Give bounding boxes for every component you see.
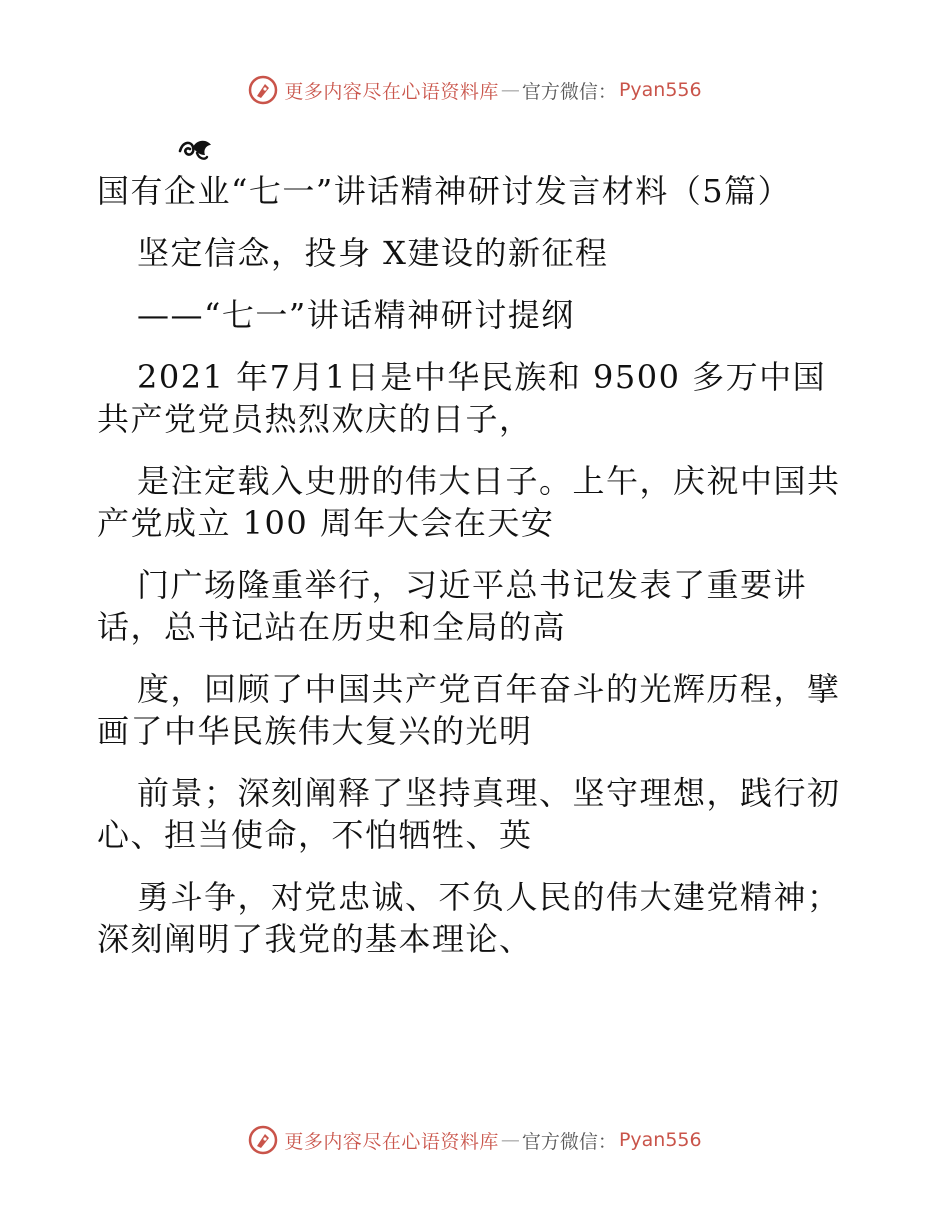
paragraph: 是注定载入史册的伟大日子。上午，庆祝中国共产党成立 100 周年大会在天安 <box>97 462 841 542</box>
banner-wechat-label: 官方微信： <box>521 1130 617 1153</box>
footer-banner <box>0 1120 950 1160</box>
header-banner <box>0 70 950 110</box>
document-title-text: 国有企业“七一”讲话精神研讨发言材料（5篇） <box>97 172 792 210</box>
fleuron-ornament-icon <box>137 131 175 161</box>
paragraph: 勇斗争，对党忠诚、不负人民的伟大建党精神；深刻阐明了我党的基本理论、 <box>97 878 841 958</box>
paragraph: 门广场隆重举行，习近平总书记发表了重要讲话，总书记站在历史和全局的高 <box>97 566 808 646</box>
pen-nib-logo-icon <box>248 75 278 105</box>
paragraph: 度，回顾了中国共产党百年奋斗的光辉历程，擘画了中华民族伟大复兴的光明 <box>97 670 841 750</box>
banner-wechat-label: 官方微信： <box>521 80 617 103</box>
banner-wechat-id: Pyan556 <box>618 79 702 101</box>
banner-separator: — <box>500 1129 520 1151</box>
paragraph: 2021 年7月1日是中华民族和 9500 多万中国共产党党员热烈欢庆的日子， <box>97 358 827 438</box>
banner-main-text: 更多内容尽在心语资料库 <box>284 1130 499 1153</box>
document-title <box>97 128 857 212</box>
document-subheading: ——“七一”讲话精神研讨提纲 <box>137 296 575 334</box>
paragraph: 前景；深刻阐释了坚持真理、坚守理想，践行初心、担当使命，不怕牺牲、英 <box>97 774 841 854</box>
banner-main-text: 更多内容尽在心语资料库 <box>284 80 499 103</box>
banner-separator: — <box>500 79 520 101</box>
pen-nib-logo-icon <box>248 1125 278 1155</box>
document-subtitle: 坚定信念，投身 X建设的新征程 <box>137 234 609 272</box>
document-body <box>97 128 857 980</box>
banner-wechat-id: Pyan556 <box>618 1129 702 1151</box>
